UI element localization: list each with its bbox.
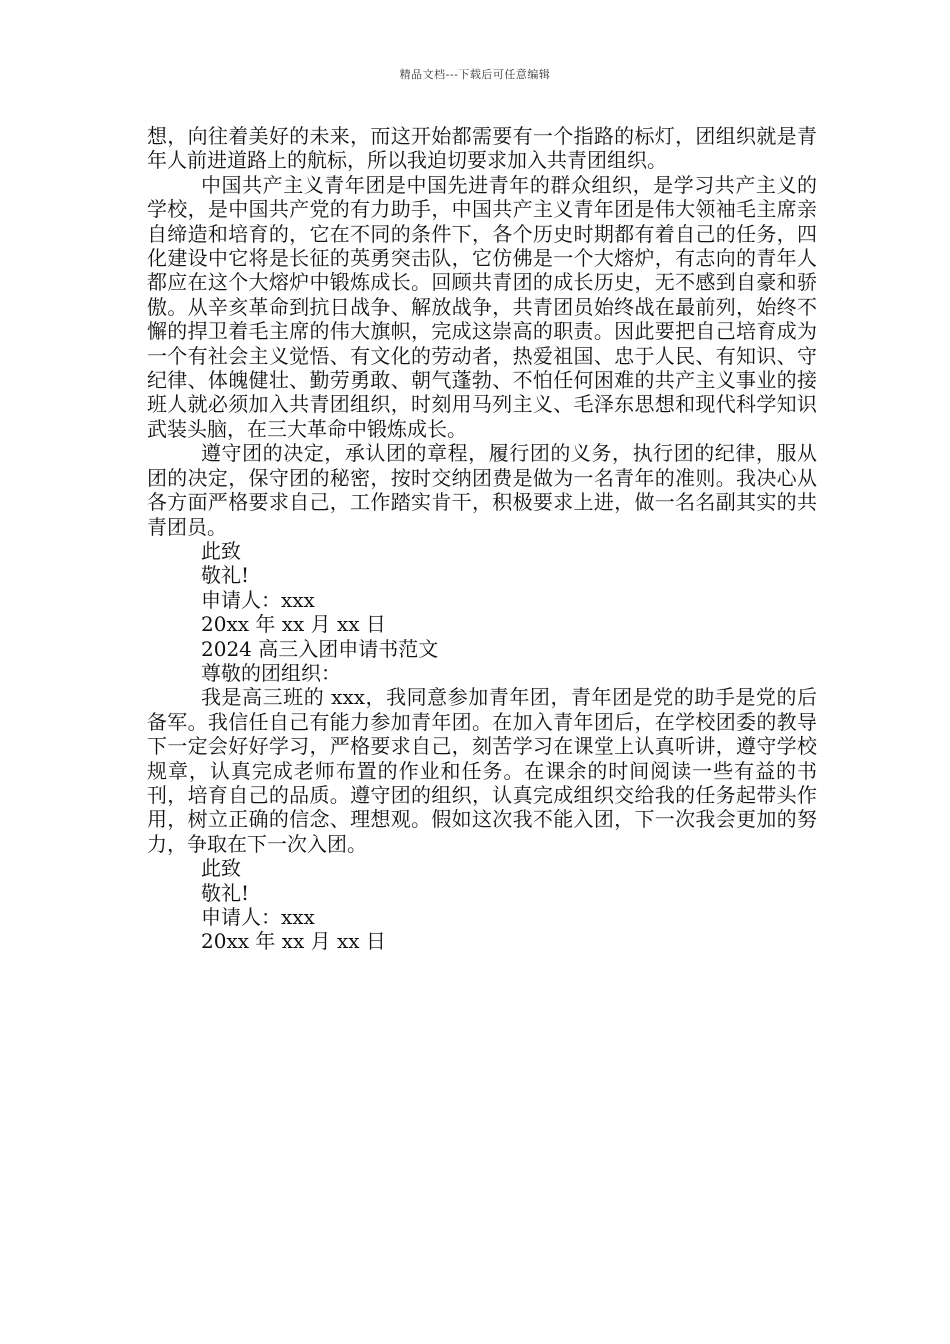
document-body: [147, 124, 817, 954]
date-line: 20xx 年 xx 月 xx 日: [201, 612, 386, 637]
salute-line: 敬礼!: [201, 880, 250, 905]
body-paragraph: 遵守团的决定，承认团的章程，履行团的义务，执行团的纪律，服从团的决定，保守团的秘密，按时交纳团费是做为一名青年的准则。我决心从各方面严格要求自己，工作踏实肯干，积极要求上进，做一名名副其实的共青团员。: [147, 441, 817, 539]
applicant-line: 申请人：xxx: [201, 587, 315, 612]
section-title: 2024 高三入团申请书范文: [201, 636, 439, 661]
closing-line: 此致: [201, 538, 241, 563]
body-paragraph: 我是高三班的 xxx，我同意参加青年团，青年团是党的助手是党的后备军。我信任自己有能力参加青年团。在加入青年团后，在学校团委的教导下一定会好好学习，严格要求自己，刻苦学习在课堂上认真听讲，遵守学校规章，认真完成老师布置的作业和任务。在课余的时间阅读一些有益的书刊，培育自己的品质。遵守团的组织，认真完成组织交给我的任务起带头作用，树立正确的信念、理想观。假如这次我不能入团，下一次我会更加的努力，争取在下一次入团。: [147, 685, 817, 856]
page-header: 精品文档---下载后可任意编辑: [399, 68, 551, 81]
salute-line: 敬礼!: [201, 563, 250, 588]
closing-line: 此致: [201, 856, 241, 881]
greeting-line: 尊敬的团组织：: [201, 660, 341, 685]
body-paragraph: 想，向往着美好的未来，而这开始都需要有一个指路的标灯，团组织就是青年人前进道路上的航标，所以我迫切要求加入共青团组织。: [147, 124, 817, 173]
date-line: 20xx 年 xx 月 xx 日: [201, 929, 386, 954]
body-paragraph: 中国共产主义青年团是中国先进青年的群众组织，是学习共产主义的学校，是中国共产党的有力助手，中国共产主义青年团是伟大领袖毛主席亲自缔造和培育的，它在不同的条件下，各个历史时期都有着自己的任务，四化建设中它将是长征的英勇突击队，它仿佛是一个大熔炉，有志向的青年人都应在这个大熔炉中锻炼成长。回顾共青团的成长历史，无不感到自豪和骄傲。从辛亥革命到抗日战争、解放战争，共青团员始终战在最前列，始终不懈的捍卫着毛主席的伟大旗帜，完成这崇高的职责。因此要把自己培育成为一个有社会主义觉悟、有文化的劳动者，热爱祖国、忠于人民、有知识、守纪律、体魄健壮、勤劳勇敢、朝气蓬勃、不怕任何困难的共产主义事业的接班人就必须加入共青团组织，时刻用马列主义、毛泽东思想和现代科学知识武装头脑，在三大革命中锻炼成长。: [147, 172, 817, 441]
applicant-line: 申请人：xxx: [201, 905, 315, 929]
